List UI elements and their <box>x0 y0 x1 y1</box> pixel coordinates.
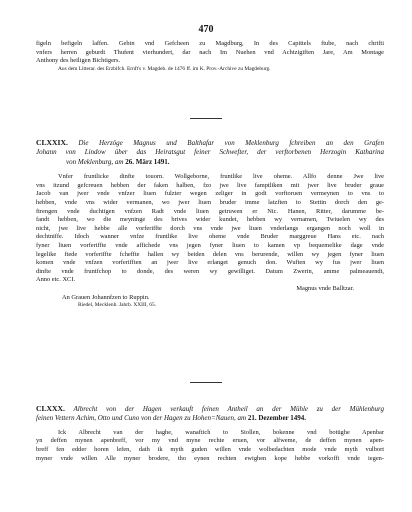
text-line: Anthony des heiligen Bichtigers. <box>36 57 121 65</box>
text-line: fandt hebben, wo die meyninge des brives wider kundet, hebben wy vernamen, Twiuelen wy des <box>36 216 384 224</box>
text-line: breff fen edder horen lefen, dath ik myth guden willen vnde wolbedachten mode vnde myth vulbort <box>36 446 384 453</box>
page-number: 470 <box>198 24 214 35</box>
text-line: nicht, jwe live hebbe alle vorferiffte dorch vns vnde jwe liuen vnderlangs ergangen noch woll in <box>36 224 384 232</box>
text-line: Anno etc. XCI. <box>36 276 76 284</box>
heading-text: feinen Vettern Achim, Otto und Cuno von der Hagen zu Hohen=Nauen, am <box>36 414 247 423</box>
text-line: yn deffen mynen apenbreff, vor my vnd myne rechte eruen, vor alfweme, de deffen mynen apen- <box>36 437 384 445</box>
charter-heading-line <box>36 138 384 148</box>
text-line: vnfers herren geburdt Thufent vierhundert, dar nach Im Nuehen vnd Achtzigiften Jare, Am Montage <box>36 48 384 56</box>
text-line: hebben, vnde vns wider vermanen, wo jwer liuen bruder imme latzften to Stettin dorch den ge- <box>36 199 384 206</box>
charter-heading-line <box>36 414 384 423</box>
heading-text: Albrecht von der Hagen verkauft feinen Antheil an der Mühle zu der Mühlenburg <box>73 405 384 413</box>
charter-180 <box>36 404 384 463</box>
top-section <box>36 40 384 73</box>
charter-heading-line <box>36 404 384 414</box>
text-line: Jacob van jwer vnde vnfzer liuen fulzter wegen zeliger in godt vorftoruen vermeynen to vns to <box>36 190 384 198</box>
text-line: dinfte vnde fruntfchop to donde, des weren wy gewilliget. Datum Zwerin, amme palmeauendt, <box>36 267 384 275</box>
text-line: komen vnde vnfzen vorferifften an jwer live erlanget genuch don. Wuften wy fus jwer liuen <box>36 259 384 267</box>
source-citation: Riedel, Mecklenb. Jahrb. XXIII, 65. <box>78 302 156 309</box>
heading-text: Die Herzöge Magnus und Balthafar von Meklenburg fchreiben an den Grafen <box>78 139 384 147</box>
charter-number: CLXXIX. <box>36 138 68 147</box>
charter-heading-line <box>36 158 384 167</box>
charter-number: CLXXX. <box>36 404 65 413</box>
text-line: figeln befigeln laffen. Gebin vnd Gefcheen zu Magdburg, In des Capittels ftube, nach chrifti <box>36 40 384 47</box>
text-line: myner vnde willen Alle myner brodere, tho eynen rechten ewighen kope hebbe vorkofft vnde iegen- <box>36 454 384 462</box>
text-line: Ick Albrecht van der haghe, wanaftich to Stollen, bokenne vnd botüghe Apenbar <box>58 428 384 436</box>
text-line: Vnfer fruntlicke dinfte touorn. Wollgeborne, fruntlike live oheme. Allfo denne Jwe live <box>58 173 384 181</box>
charter-date: 21. Dezember 1494. <box>247 414 307 423</box>
charter-179 <box>36 138 384 309</box>
signature: Magnus vnde Balltzar. <box>296 284 354 292</box>
source-citation: Aus dem Litterar. des Erzbifch. Ernft's v. Magdeb. de 1476 ff. im K. Prov.-Archive zu Magdeburg. <box>58 65 271 72</box>
address-line: An Grauen Johannfzen to Ruppin. <box>62 293 150 301</box>
section-divider <box>190 118 222 119</box>
text-line: vns itzund gefcreuen hebben der faken halben, fzo jwe live famptliken mit jwer live bruder graue <box>36 181 384 189</box>
charter-date: 26. März 1491. <box>125 157 170 166</box>
text-line: fyner liuen vorferiffte vnde affichede vns jegen fyner liuen to kamen vp bequemelike dage vnde <box>36 241 384 249</box>
text-line: legelike ftede vorferiffte fcheffte hallen wy beiden delen vns berurende, willen wy jegen fyner liuen <box>36 250 384 258</box>
text-line: ftrengen vnde duchtigen vnfzen Radt vnde liuen getruwen er Nic. Hanen, Ritter, darumme be- <box>36 207 384 215</box>
charter-heading-line: Johann von Lindow über das Heiratsgut feiner Schwefter, der verftorbenen Herzogin Katharina <box>36 148 384 157</box>
section-divider <box>190 382 222 383</box>
heading-text: von Meklenburg, am <box>66 157 124 166</box>
text-line: dechtniffe. Idoch wanner vnfze fruntlike live oheme vnde Bruder marggreue Hans etc. nach <box>36 233 384 241</box>
